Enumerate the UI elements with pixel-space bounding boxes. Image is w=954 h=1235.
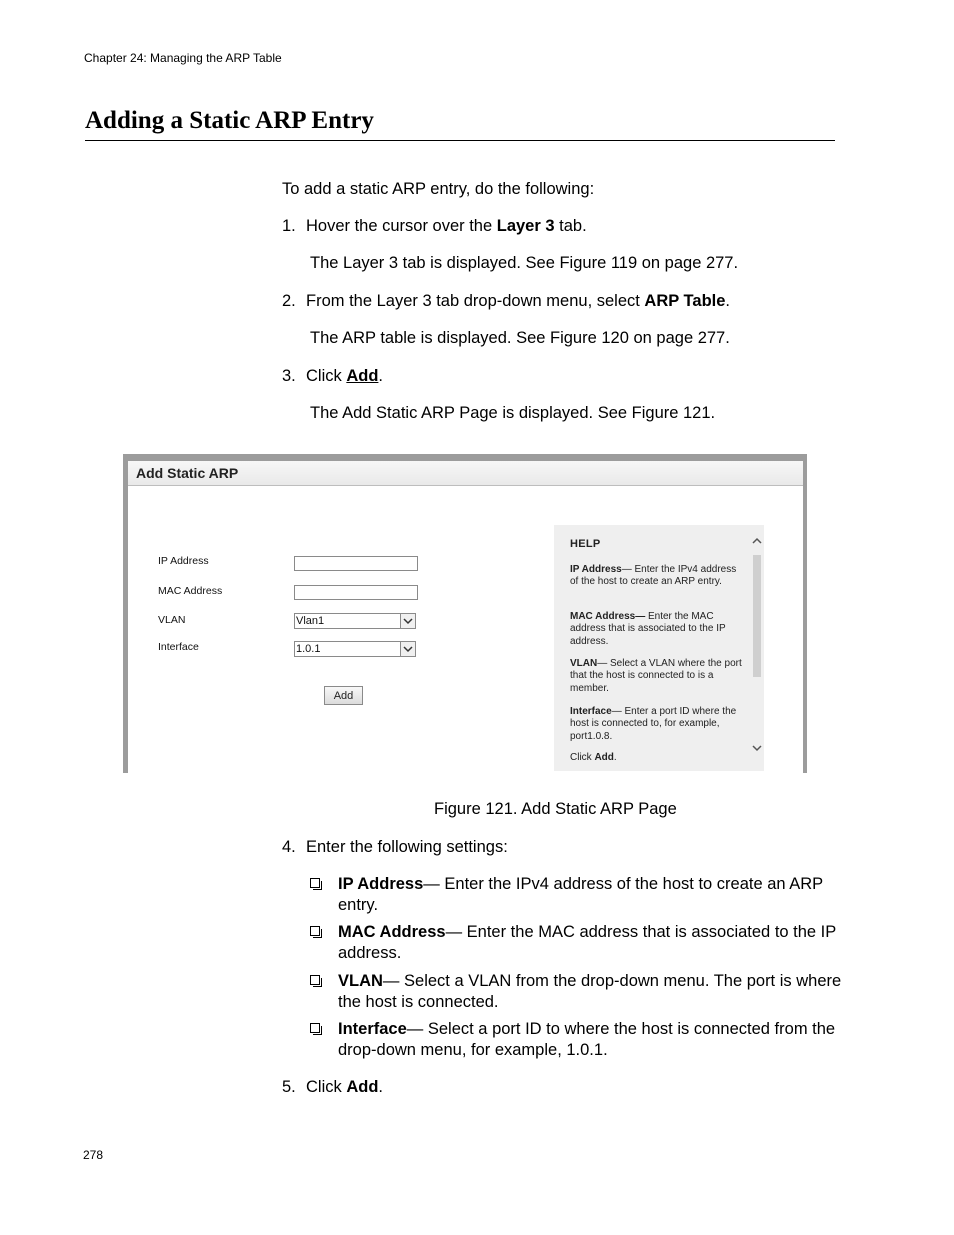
setting-mac-address: MAC Address— Enter the MAC address that is associated to the IP address. [310,922,845,963]
step-number: 4. [282,838,296,856]
figure-caption: Figure 121. Add Static ARP Page [434,800,677,818]
step-5: 5. Click Add. [282,1078,384,1096]
section-title: Adding a Static ARP Entry [85,106,835,141]
step-2: 2. From the Layer 3 tab drop-down menu, select ARP Table. [282,292,731,310]
panel-titlebar [128,461,803,486]
chevron-down-icon[interactable] [751,742,763,754]
help-item-ip-address: IP Address— Enter the IPv4 address of the host to create an ARP entry. [570,564,737,588]
step-4: 4. Enter the following settings: [282,838,508,856]
mac-address-input[interactable] [294,585,418,600]
vlan-value: Vlan1 [296,615,325,627]
chevron-down-icon[interactable] [400,642,415,656]
window-frame [803,454,807,773]
step-number: 2. [282,292,296,310]
setting-vlan: VLAN— Select a VLAN from the drop-down menu. The port is where the host is connected. [310,971,845,1012]
vlan-select[interactable] [294,613,416,629]
setting-interface: Interface— Select a port ID to where the host is connected from the drop-down menu, for example, 1.0.1. [310,1019,845,1060]
step-1-note: The Layer 3 tab is displayed. See Figure 119 on page 277. [310,254,739,272]
checkbox-bullet-icon [310,878,320,888]
help-item-click-add: Click Add. [570,752,617,763]
ip-address-input[interactable] [294,556,418,571]
ip-address-label: IP Address [158,555,209,567]
checkbox-bullet-icon [310,926,320,936]
step-1: 1. Hover the cursor over the Layer 3 tab. [282,217,587,235]
running-header: Chapter 24: Managing the ARP Table [84,51,282,65]
help-item-vlan: VLAN— Select a VLAN where the port that the host is connected to is a member. [570,658,742,694]
help-panel [554,525,764,771]
mac-address-label: MAC Address [158,585,223,597]
add-button[interactable]: Add [324,686,363,705]
window-frame [123,454,807,461]
page-number: 278 [83,1148,104,1162]
chevron-up-icon[interactable] [751,535,763,547]
checkbox-bullet-icon [310,975,320,985]
scrollbar-thumb[interactable] [753,555,761,677]
chevron-down-icon[interactable] [400,614,415,628]
panel-title: Add Static ARP [136,465,239,481]
step-3-note: The Add Static ARP Page is displayed. See Figure 121. [310,404,716,422]
help-item-interface: Interface— Enter a port ID where the host is connected to, for example, port1.0.8. [570,706,737,742]
help-title: HELP [570,538,601,550]
window-frame [123,454,128,773]
step-number: 5. [282,1078,296,1096]
step-2-note: The ARP table is displayed. See Figure 120 on page 277. [310,329,730,347]
step-3: 3. Click Add. [282,367,384,385]
add-static-arp-screenshot [123,454,807,773]
step-number: 1. [282,217,296,235]
interface-value: 1.0.1 [296,643,321,655]
step-number: 3. [282,367,296,385]
setting-ip-address: IP Address— Enter the IPv4 address of the host to create an ARP entry. [310,874,845,915]
help-item-mac-address: MAC Address— Enter the MAC address that is associated to the IP address. [570,611,726,647]
vlan-label: VLAN [158,614,186,626]
interface-select[interactable] [294,641,416,657]
help-scrollbar[interactable] [751,535,763,767]
checkbox-bullet-icon [310,1023,320,1033]
intro-text: To add a static ARP entry, do the following: [282,180,595,198]
interface-label: Interface [158,641,199,653]
